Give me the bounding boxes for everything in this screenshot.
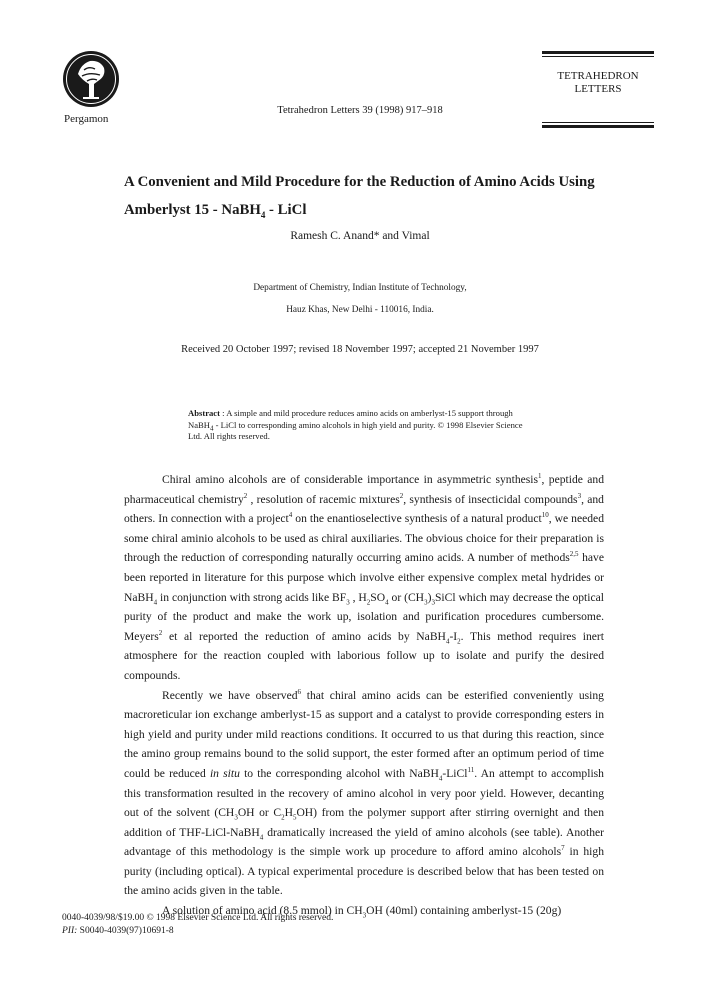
text: ) — [427, 590, 432, 604]
article-title — [124, 168, 604, 229]
paragraph-2 — [124, 686, 604, 902]
authors: Ramesh C. Anand* and Vimal — [290, 230, 430, 242]
pii-value: S0040-4039(97)10691-8 — [77, 926, 174, 936]
subscript: 3 — [431, 597, 435, 606]
abstract — [188, 408, 528, 443]
text: OH) from the polymer support after stirring overnight and then addition of THF-LiCl-NaBH — [124, 806, 605, 839]
subscript: 3 — [424, 597, 428, 606]
text: Chiral amino alcohols are of considerable importance in asymmetric synthesis — [162, 473, 539, 486]
text: on the enantioselective synthesis of a natural product — [292, 512, 542, 526]
citation-ref: 1 — [538, 472, 542, 481]
text: Recently we have observed — [162, 688, 298, 702]
subscript: 3 — [362, 911, 367, 920]
abstract-text: A simple and mild procedure reduces amino acids on amberlyst-15 support through NaBH — [188, 408, 513, 430]
text: dramatically increased the yield of amino alcohols (see table). Another advantage of this methodology is the simple work up procedure to afford amino alcohols — [124, 825, 605, 859]
citation-ref: 6 — [297, 687, 302, 696]
journal-rule-top-thin — [542, 56, 654, 57]
citation-ref: 2,5 — [569, 550, 579, 559]
subscript: 2 — [457, 637, 461, 646]
journal-name — [542, 70, 654, 96]
title-text: A Convenient and Mild Procedure for the Reduction of Amino Acids Using Amberlyst 15 - NaBH — [124, 174, 595, 218]
subscript: 4 — [259, 833, 264, 841]
abstract-text-end: - LiCl to corresponding amino alcohols in high yield and purity. © 1998 Elsevier Science Ltd. All rights reserved. — [188, 419, 523, 441]
journal-rule-top — [542, 51, 654, 54]
text: to the corresponding alcohol with NaBH — [239, 766, 439, 780]
subscript: 3 — [346, 597, 350, 606]
subscript: 5 — [292, 813, 297, 822]
subscript: 3 — [234, 813, 238, 822]
text: . An attempt to accomplish this transformation resulted in the recovery of amino alcohol in very poor yield. However, decanting out of the solvent (CH — [124, 766, 604, 820]
text: A solution of amino acid (8.5 mmol) in CH — [162, 904, 363, 918]
body-text — [124, 470, 604, 921]
journal-name-line2: LETTERS — [574, 83, 622, 95]
journal-rule-bottom — [542, 125, 654, 128]
citation-ref: 2 — [243, 491, 248, 500]
text: , resolution of racemic mixtures — [247, 492, 400, 506]
pii-label: PII: — [62, 926, 78, 936]
text: have been reported in literature for this purpose which involve either expensive complex metal hydrides or NaBH — [124, 551, 604, 604]
pergamon-tree-logo — [62, 50, 120, 108]
journal-citation: Tetrahedron Letters 39 (1998) 917–918 — [277, 105, 443, 116]
subscript: 2 — [281, 813, 285, 822]
citation-ref: 10 — [541, 511, 549, 520]
text: . This method requires inert atmosphere for the reaction coupled with laborious follow up to isolate and purify the desired compounds. — [124, 629, 604, 682]
pii-line — [62, 925, 333, 938]
affiliation-line-1: Department of Chemistry, Indian Institute of Technology, — [253, 283, 467, 293]
paragraph-1 — [124, 470, 604, 686]
abstract-label: Abstract — [188, 408, 220, 418]
citation-ref: 11 — [467, 766, 475, 775]
text: -LiCl — [442, 766, 468, 780]
text: et al reported the reduction of amino acids by NaBH — [162, 629, 446, 643]
text: , and others. In connection with a project — [124, 492, 604, 526]
received-dates: Received 20 October 1997; revised 18 November 1997; accepted 21 November 1997 — [181, 344, 539, 355]
text: that chiral amino acids can be esterified conveniently using macroreticular ion exchange amberlyst-15 as support and a catalyst to provide corresponding esters in high yield and purity under mild reactions conditions. It occurred to us that during this reaction, since the amino group remains bound to the solid support, the ester formed after an optimum period of time could be reduced — [124, 688, 604, 780]
title-text-end: - LiCl — [265, 202, 307, 218]
text: in high purity (including optical). A typical experimental procedure is described below that has been tested on the amino acids given in the table. — [124, 845, 604, 898]
title-subscript: 4 — [260, 209, 266, 220]
citation-ref: 2 — [158, 628, 163, 637]
citation-ref: 7 — [561, 844, 565, 853]
text: in conjunction with strong acids like BF — [157, 590, 347, 604]
text: SO — [370, 590, 386, 604]
italic-term: in situ — [209, 766, 240, 780]
subscript: 4 — [385, 597, 389, 606]
text: SiCl which may decrease the optical purity of the product and make the work up, isolation and purification procedures cumbersome. Meyers — [124, 590, 604, 643]
journal-name-line1: TETRAHEDRON — [557, 70, 639, 82]
journal-rule-bottom-thin — [542, 122, 654, 123]
subscript: 4 — [445, 637, 450, 646]
footer — [62, 912, 333, 938]
publisher-name: Pergamon — [64, 113, 109, 125]
text: , we needed some chiral aminio alcohols to be used as chiral auxiliaries. The obvious choice for their preparation is through the reduction of corresponding naturally occurring amino acids. A number of methods — [124, 512, 605, 565]
text: , H — [349, 590, 367, 604]
text: , peptide and pharmaceutical chemistry — [124, 473, 605, 506]
citation-ref: 4 — [288, 511, 293, 520]
copyright-line: 0040-4039/98/$19.00 © 1998 Elsevier Science Ltd. All rights reserved. — [62, 913, 334, 923]
text: OH (40ml) containing amberlyst-15 (20g) — [366, 904, 562, 918]
subscript: 4 — [153, 597, 158, 606]
citation-ref: 2 — [399, 491, 404, 500]
text: -I — [449, 629, 458, 643]
text: , synthesis of insecticidal compounds — [403, 492, 578, 506]
abstract-separator: : — [219, 408, 227, 418]
text: OH or C — [237, 806, 282, 820]
affiliation-line-2: Hauz Khas, New Delhi - 110016, India. — [286, 305, 434, 315]
text: or (CH — [388, 590, 425, 604]
abstract-subscript: 4 — [209, 424, 214, 433]
text: H — [284, 806, 293, 820]
subscript: 2 — [366, 597, 371, 606]
citation-ref: 3 — [577, 491, 582, 500]
subscript: 4 — [438, 774, 443, 783]
